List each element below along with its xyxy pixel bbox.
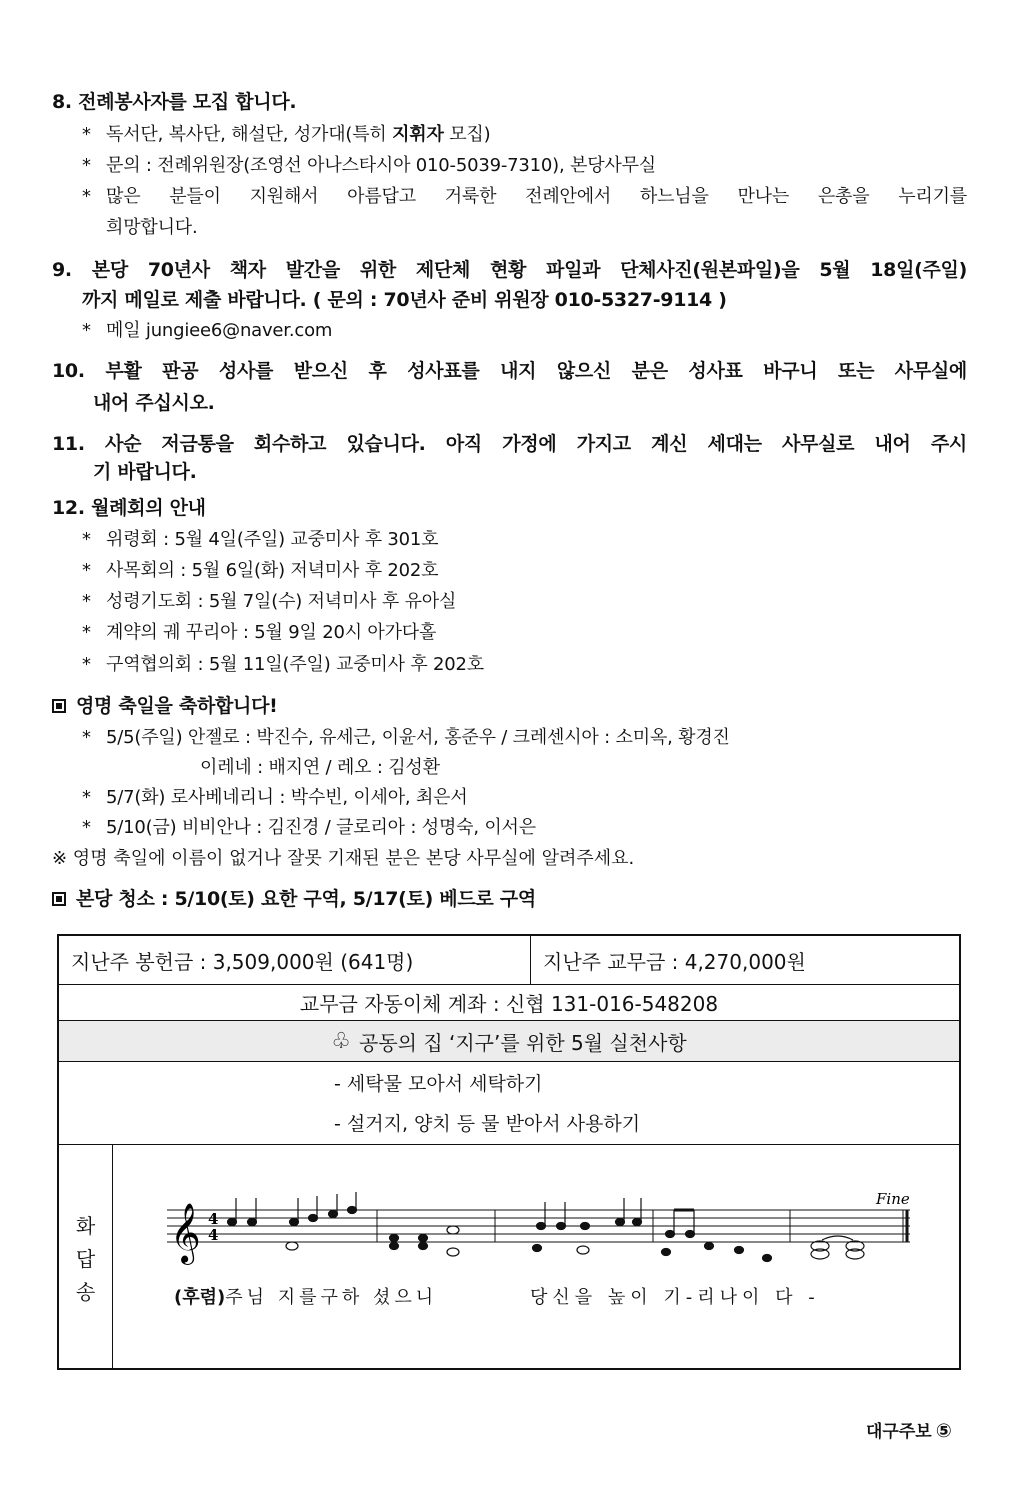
notice-8-item-2: * 문의 : 전례위원장(조영선 아나스타시아 010-5039-7310), 본당사무실 xyxy=(82,155,656,176)
tie xyxy=(822,1236,853,1240)
note xyxy=(290,1219,299,1226)
feast-line-1-cont: 이레네 : 배지연 / 레오 : 김성환 xyxy=(200,757,440,778)
treble-clef-icon: 𝄞 xyxy=(170,1203,201,1263)
practice-item: - 설거지, 양치 등 물 받아서 사용하기 xyxy=(334,1113,641,1135)
notice-8-item-3: * 많은 분들이 지원해서 아름답고 거룩한 전례안에서 하느님을 만나는 은총을 누리기를 xyxy=(82,186,967,207)
note xyxy=(705,1243,714,1250)
note xyxy=(633,1219,642,1226)
notice-10-line-2: 내어 주십시오. xyxy=(93,392,215,414)
half-note xyxy=(286,1242,298,1250)
bulletin-name: 대구주보 xyxy=(866,1422,932,1442)
psalm-label-1: 화 xyxy=(75,1214,96,1238)
meeting-item: * 성령기도회 : 5월 7일(수) 저녁미사 후 유아실 xyxy=(82,591,457,612)
notice-8-item-3-cont: 희망합니다. xyxy=(106,217,198,238)
note xyxy=(666,1231,675,1238)
offering-cell: 지난주 봉헌금 : 3,509,000원 (641명) xyxy=(71,949,414,974)
page-footer xyxy=(866,1417,952,1442)
bullet-mark: * xyxy=(82,124,91,145)
feast-line-2: * 5/7(화) 로사베네리니 : 박수빈, 이세아, 최은서 xyxy=(82,787,468,808)
time-signature-top: 4 xyxy=(208,1210,219,1228)
feast-line-1: * 5/5(주일) 안젤로 : 박진수, 유세근, 이윤서, 홍준우 / 크레센시아 : 소미옥, 황경진 xyxy=(82,727,730,748)
note xyxy=(419,1235,428,1242)
note xyxy=(735,1247,744,1254)
note xyxy=(533,1245,542,1252)
note xyxy=(309,1215,318,1222)
note xyxy=(763,1255,772,1262)
note xyxy=(228,1219,237,1226)
notice-9-line-2: 까지 메일로 제출 바랍니다. ( 문의 : 70년사 준비 위원장 010-5327-9114 ) xyxy=(82,289,727,311)
notice-9-mail: * 메일 jungiee6@naver.com xyxy=(82,320,333,341)
note xyxy=(248,1219,257,1226)
note xyxy=(419,1243,428,1250)
note xyxy=(390,1243,399,1250)
note xyxy=(390,1235,399,1242)
notice-8-item-1: * 독서단, 복사단, 해설단, 성가대(특히 지휘자 모집) xyxy=(82,119,490,150)
lyric-line-1: (후렴)주님 지를구하 셨으니 xyxy=(174,1287,438,1308)
notice-9-line-1: 9. 본당 70년사 책자 발간을 위한 제단체 현황 파일과 단체사진(원본파일)을 5월 18일(주일) xyxy=(52,259,967,281)
practice-header: ♧ 공동의 집 ‘지구’를 위한 5월 실천사항 xyxy=(331,1028,687,1055)
meeting-item: * 위령회 : 5월 4일(주일) 교중미사 후 301호 xyxy=(82,529,439,550)
note xyxy=(616,1219,625,1226)
meeting-item: * 계약의 궤 꾸리아 : 5월 9일 20시 아가다홀 xyxy=(82,622,437,643)
fine-marker: Fine xyxy=(876,1190,910,1208)
psalm-label-2: 답 xyxy=(75,1247,96,1271)
notice-11-line-2: 기 바랍니다. xyxy=(93,461,197,483)
lyric-line-2: 당신을 높이 기-리나이 다 - xyxy=(530,1287,820,1308)
psalm-label-3: 송 xyxy=(75,1280,96,1304)
note xyxy=(662,1249,671,1256)
notice-12-title: 12. 월례회의 안내 xyxy=(52,497,206,519)
note xyxy=(557,1223,566,1230)
feast-line-3: * 5/10(금) 비비안나 : 김진경 / 글로리아 : 성명숙, 이서은 xyxy=(82,817,536,838)
note xyxy=(686,1231,695,1238)
lyric-refrain-mark: (후렴) xyxy=(174,1287,226,1308)
mail-address: 메일 jungiee6@naver.com xyxy=(106,320,333,341)
club-icon: ♧ xyxy=(331,1028,351,1054)
half-note xyxy=(577,1246,589,1254)
practice-item: - 세탁물 모아서 세탁하기 xyxy=(334,1073,543,1095)
half-note xyxy=(447,1248,459,1256)
note xyxy=(329,1211,338,1218)
account-cell: 교무금 자동이체 계좌 : 신협 131-016-548208 xyxy=(299,992,719,1016)
note xyxy=(348,1207,357,1214)
feast-title: 영명 축일을 축하합니다! xyxy=(52,690,278,722)
note xyxy=(581,1223,590,1230)
half-note xyxy=(447,1226,459,1234)
note xyxy=(537,1223,546,1230)
feast-note: ※ 영명 축일에 이름이 없거나 잘못 기재된 분은 본당 사무실에 알려주세요. xyxy=(52,848,635,869)
notice-8-title: 8. 전례봉사자를 모집 합니다. xyxy=(52,91,297,113)
tithe-cell: 지난주 교무금 : 4,270,000원 xyxy=(543,949,806,974)
meeting-item: * 구역협의회 : 5월 11일(주일) 교중미사 후 202호 xyxy=(82,654,484,675)
cleaning-title: 본당 청소 : 5/10(토) 요한 구역, 5/17(토) 베드로 구역 xyxy=(52,883,536,915)
notice-10-line-1: 10. 부활 판공 성사를 받으신 후 성사표를 내지 않으신 분은 성사표 바구니 또는 사무실에 xyxy=(52,360,967,382)
time-signature-bottom: 4 xyxy=(208,1226,219,1244)
page-number: ⑤ xyxy=(935,1420,952,1442)
meeting-item: * 사목회의 : 5월 6일(화) 저녁미사 후 202호 xyxy=(82,560,439,581)
notice-11-line-1: 11. 사순 저금통을 회수하고 있습니다. 아직 가정에 가지고 계신 세대는 사무실로 내어 주시 xyxy=(52,433,967,455)
highlight-conductor: 지휘자 xyxy=(392,124,444,145)
